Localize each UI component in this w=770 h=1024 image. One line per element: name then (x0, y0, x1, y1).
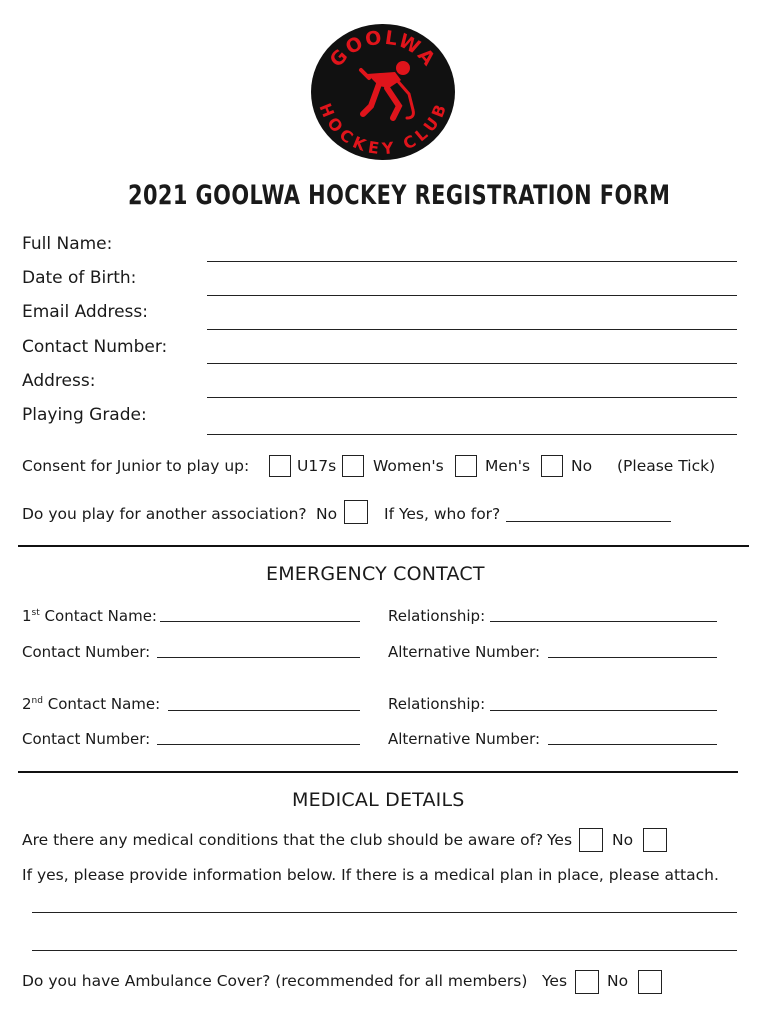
association-question: Do you play for another association? (22, 505, 307, 523)
consent-no-checkbox[interactable] (541, 455, 563, 477)
consent-womens-checkbox[interactable] (342, 455, 364, 477)
ambulance-question: Do you have Ambulance Cover? (recommended for all members) (22, 972, 528, 990)
logo-bottom-text: HOCKEY CLUB (315, 100, 451, 159)
emergency-contact-heading: EMERGENCY CONTACT (266, 563, 485, 585)
consent-u17s-label: U17s (297, 457, 337, 475)
field-label-full-name: Full Name: (22, 234, 113, 254)
ambulance-no-checkbox[interactable] (638, 970, 662, 994)
consent-note: (Please Tick) (617, 457, 716, 475)
association-no-checkbox[interactable] (344, 500, 368, 524)
contact2-alt-number-input[interactable] (548, 744, 717, 745)
consent-label: Consent for Junior to play up: (22, 457, 250, 475)
medical-info-line-1[interactable] (32, 912, 737, 913)
section-divider (18, 771, 738, 773)
contact1-alt-number-input[interactable] (548, 657, 717, 658)
contact1-relationship-label: Relationship: (388, 607, 486, 625)
logo-top-text: GOOLWA (325, 26, 441, 72)
contact1-name-input[interactable] (160, 621, 360, 622)
ambulance-no-label: No (607, 972, 629, 990)
contact1-number-input[interactable] (157, 657, 360, 658)
medical-question: Are there any medical conditions that the club should be aware of? (22, 831, 544, 849)
association-who-input[interactable] (506, 521, 671, 522)
medical-yes-label: Yes (547, 831, 573, 849)
field-label-email: Email Address: (22, 302, 148, 322)
association-followup-label: If Yes, who for? (384, 505, 501, 523)
field-label-contact-number: Contact Number: (22, 337, 168, 357)
consent-u17s-checkbox[interactable] (269, 455, 291, 477)
full-name-input[interactable] (207, 261, 737, 262)
field-label-address: Address: (22, 371, 96, 391)
contact1-alt-number-label: Alternative Number: (388, 643, 541, 661)
contact2-number-input[interactable] (157, 744, 360, 745)
medical-no-label: No (612, 831, 634, 849)
association-no-label: No (316, 505, 338, 523)
contact2-ordinal: 2 (22, 695, 32, 713)
contact1-ordinal: 1 (22, 607, 32, 625)
medical-no-checkbox[interactable] (643, 828, 667, 852)
medical-instruction: If yes, please provide information below. If there is a medical plan in place, please attach. (22, 866, 719, 884)
medical-details-heading: MEDICAL DETAILS (292, 789, 465, 811)
contact-number-input[interactable] (207, 363, 737, 364)
email-input[interactable] (207, 329, 737, 330)
form-title: 2021 GOOLWA HOCKEY REGISTRATION FORM (128, 180, 671, 211)
playing-grade-input[interactable] (207, 434, 737, 435)
contact2-number-label: Contact Number: (22, 730, 151, 748)
contact1-name-text: Contact Name: (44, 607, 157, 625)
contact2-relationship-label: Relationship: (388, 695, 486, 713)
contact2-name-input[interactable] (168, 710, 360, 711)
address-input[interactable] (207, 397, 737, 398)
ambulance-yes-checkbox[interactable] (575, 970, 599, 994)
contact2-ordinal-suffix: nd (31, 696, 43, 706)
goolwa-hockey-club-logo (309, 22, 457, 162)
consent-womens-label: Women's (373, 457, 444, 475)
contact2-alt-number-label: Alternative Number: (388, 730, 541, 748)
contact1-relationship-input[interactable] (490, 621, 717, 622)
contact1-ordinal-suffix: st (31, 608, 40, 618)
consent-mens-checkbox[interactable] (455, 455, 477, 477)
field-label-date-of-birth: Date of Birth: (22, 268, 137, 288)
consent-no-label: No (571, 457, 593, 475)
consent-mens-label: Men's (485, 457, 531, 475)
contact1-number-label: Contact Number: (22, 643, 151, 661)
contact2-name-label (22, 695, 160, 713)
contact1-name-label (22, 607, 157, 625)
date-of-birth-input[interactable] (207, 295, 737, 296)
club-logo (309, 22, 457, 162)
contact2-name-text: Contact Name: (47, 695, 161, 713)
field-label-playing-grade: Playing Grade: (22, 405, 147, 425)
ambulance-yes-label: Yes (542, 972, 568, 990)
medical-info-line-2[interactable] (32, 950, 737, 951)
medical-yes-checkbox[interactable] (579, 828, 603, 852)
section-divider (18, 545, 749, 547)
contact2-relationship-input[interactable] (490, 710, 717, 711)
